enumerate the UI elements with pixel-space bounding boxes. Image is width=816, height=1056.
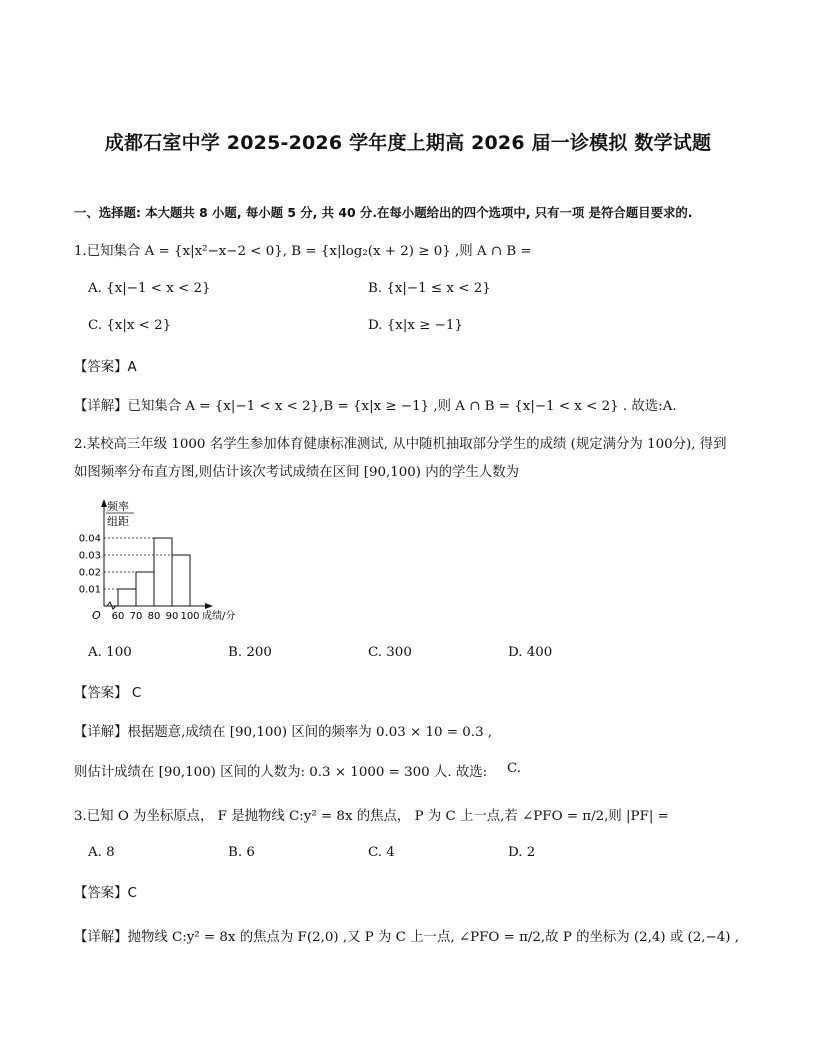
question-2-stem-line1: 2.某校高三年级 1000 名学生参加体育健康标准测试, 从中随机抽取部分学生的成绩 (规定满分为 100分), 得到 — [74, 437, 727, 452]
histogram-bar — [172, 555, 190, 606]
q3-option-a: A. 8 — [88, 845, 115, 860]
origin-label: O — [92, 609, 101, 622]
histogram-bar — [154, 538, 172, 606]
q2-option-c: C. 300 — [368, 645, 412, 660]
x-axis-arrow — [205, 603, 213, 609]
y-tick-label: 0.04 — [78, 533, 101, 545]
x-tick-label: 90 — [165, 611, 179, 622]
x-axis-label: 成绩/分 — [202, 611, 236, 622]
q2-detail-line2: 则估计成绩在 [90,100) 区间的人数为: 0.3 × 1000 = 300 人. 故选: — [74, 765, 488, 780]
q3-detail: 【详解】抛物线 C:y² = 8x 的焦点为 F(2,0) ,又 P 为 C 上一点, ∠PFO = π/2,故 P 的坐标为 (2,4) 或 (2,−4) , — [74, 930, 740, 945]
x-tick-label: 100 — [180, 611, 200, 622]
q2-option-a: A. 100 — [88, 645, 132, 660]
q2-detail-line1: 【详解】根据题意,成绩在 [90,100) 区间的频率为 0.03 × 10 = 0.3 , — [74, 725, 493, 740]
q3-option-b: B. 6 — [228, 845, 255, 860]
histogram-bar — [136, 572, 154, 606]
q1-option-a: A. {x|−1 < x < 2} — [88, 281, 211, 296]
q1-option-c: C. {x|x < 2} — [88, 318, 172, 333]
q2-detail-choice: C. — [507, 761, 522, 776]
section-heading: 一、选择题: 本大题共 8 小题, 每小题 5 分, 共 40 分.在每小题给出的四个选项中, 只有一项 是符合题目要求的. — [74, 205, 693, 220]
y-tick-label: 0.02 — [78, 567, 101, 579]
page-title: 成都石室中学 2025-2026 学年度上期高 2026 届一诊模拟 数学试题 — [104, 132, 712, 154]
y-axis-label-top: 频率 — [107, 500, 129, 513]
q1-option-b: B. {x|−1 ≤ x < 2} — [368, 281, 491, 296]
question-3-stem: 3.已知 O 为坐标原点， F 是抛物线 C:y² = 8x 的焦点， P 为 C 上一点,若 ∠PFO = π/2,则 |PF| = — [74, 809, 669, 824]
q3-option-d: D. 2 — [508, 845, 536, 860]
q2-option-d: D. 400 — [508, 645, 553, 660]
question-2-stem-line2: 如图频率分布直方图,则估计该次考试成绩在区间 [90,100) 内的学生人数为 — [74, 465, 520, 480]
q1-option-d: D. {x|x ≥ −1} — [368, 318, 463, 333]
histogram-bar — [118, 589, 136, 606]
question-1-stem: 1.已知集合 A = {x|x²−x−2 < 0}, B = {x|log₂(x + 2) ≥ 0} ,则 A ∩ B = — [74, 244, 532, 259]
x-tick-label: 60 — [111, 611, 125, 622]
q3-option-c: C. 4 — [368, 845, 395, 860]
y-tick-label: 0.01 — [78, 584, 101, 596]
q1-detail: 【详解】已知集合 A = {x|−1 < x < 2},B = {x|x ≥ −1} ,则 A ∩ B = {x|−1 < x < 2} . 故选:A. — [74, 399, 677, 414]
q3-answer: 【答案】C — [74, 886, 137, 901]
q2-option-b: B. 200 — [228, 645, 272, 660]
x-tick-label: 80 — [147, 611, 161, 622]
frequency-histogram — [70, 498, 270, 628]
y-axis-label-bottom: 组距 — [107, 515, 129, 528]
y-tick-label: 0.03 — [78, 550, 101, 562]
q1-answer: 【答案】A — [74, 360, 137, 375]
q2-answer: 【答案】 C — [74, 686, 142, 701]
x-tick-label: 70 — [129, 611, 143, 622]
